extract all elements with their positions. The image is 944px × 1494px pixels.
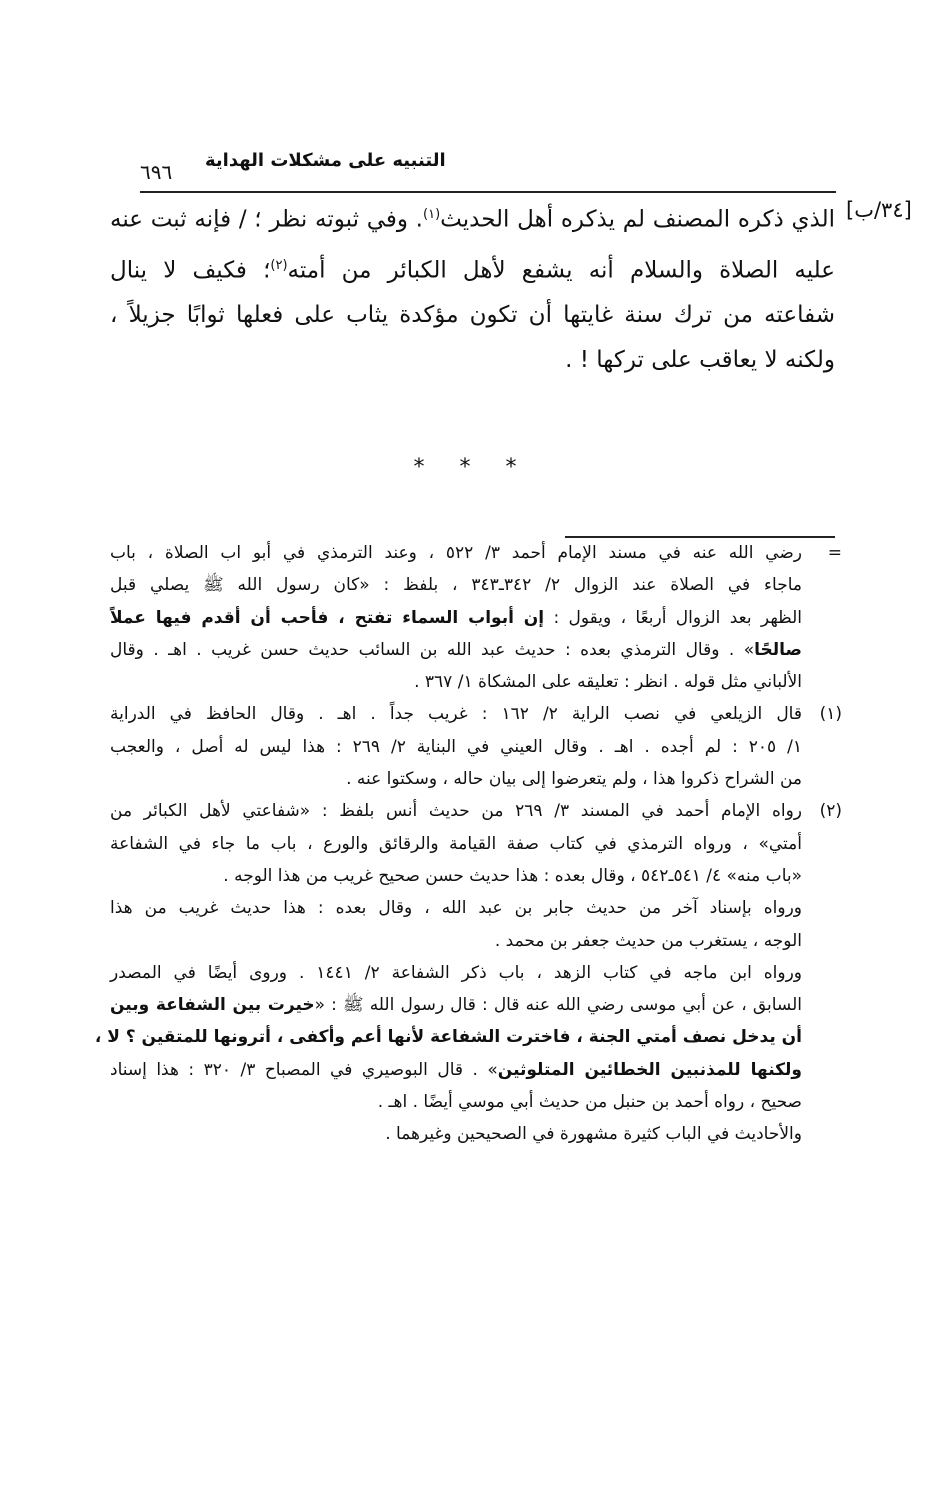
text-segment: ؛ فكيف لا ينال [110,257,271,284]
footnote-line [110,1054,802,1086]
text-segment: . وفي ثبوته نظر ؛ / فإنه ثبت عنه [110,206,423,233]
text-segment: الذي ذكره المصنف لم يذكره أهل الحديث [440,206,835,233]
text-segment: صحيح ، رواه أحمد بن حنبل من حديث أبي موسي أيضًا . اهـ . [377,1092,802,1113]
text-segment: الظهر بعد الزوال أربعًا ، ويقول : [544,607,803,628]
footnote-line [94,1021,802,1053]
footnote-line [110,957,802,989]
section-separator: * * * [413,455,531,480]
main-text-line [110,243,835,294]
footnote-line [110,795,842,827]
footnote-line [110,892,802,924]
text-segment: إن أبواب السماء تفتح ، فأحب أن أقدم فيها عملاً [110,607,545,628]
text-segment: ورواه بإسناد آخر من حديث جابر بن عبد الله ، وقال بعده : هذا حديث غريب من هذا [110,898,802,919]
footnote-line [110,763,802,795]
text-segment: رضي الله عنه في مسند الإمام أحمد ٣/ ٥٢٢ ، وعند الترمذي في أبو اب الصلاة ، باب [110,543,802,563]
text-segment: » . قال البوصيري في المصباح ٣/ ٣٢٠ : هذا إسناد [110,1059,498,1080]
text-segment: ١/ ٢٠٥ : لم أجده . اهـ . وقال العيني في البناية ٢/ ٢٦٩ : هذا ليس له أصل ، والعجب [110,736,802,757]
footnote-line [110,634,802,666]
text-segment: ولكنها للمذنبين الخطائين المتلوثين [497,1059,802,1080]
text-segment: الألباني مثل قوله . انظر : تعليقه على المشكاة ١/ ٣٦٧ . [414,672,802,693]
text-segment: السابق ، عن أبي موسى رضي الله عنه قال : قال رسول الله ﷺ : « [314,995,802,1016]
main-text [110,192,835,383]
text-segment: صالحًا [754,639,802,660]
footnotes [94,537,842,1151]
footnote-reference: (١) [423,207,441,222]
footnote-line [110,1086,802,1118]
main-text-line [110,293,835,338]
text-segment: ولكنه لا يعاقب على تركها ! . [565,347,835,374]
running-title: التنبيه على مشكلات الهداية [205,150,446,171]
text-segment: والأحاديث في الباب كثيرة مشهورة في الصحيحين وغيرهما . [385,1124,802,1145]
text-segment: أمتي» ، ورواه الترمذي في كتاب صفة القيامة والرقائق والورع ، باب ما جاء في الشفاعة [110,833,802,854]
footnote-line [110,731,802,763]
text-segment: الوجه ، يستغرب من حديث جعفر بن محمد . [494,930,802,951]
footnote-line [110,1118,802,1150]
footnote-line [110,569,802,601]
main-text-line [110,338,835,383]
footnote-line [110,989,802,1021]
footnote-marker: = [827,543,842,563]
footnote-line [110,860,802,892]
footnote-line [110,602,802,634]
text-segment: من الشراح ذكروا هذا ، ولم يتعرضوا إلى بيان حاله ، وسكتوا عنه . [346,769,802,790]
text-segment: «باب منه» ٤/ ٥٤١ـ٥٤٢ ، وقال بعده : هذا حديث حسن صحيح غريب من هذا الوجه . [223,865,802,886]
text-segment: ماجاء في الصلاة عند الزوال ٢/ ٣٤٢ـ٣٤٣ ، بلفظ : «كان رسول الله ﷺ يصلي قبل [110,575,802,596]
footnote-line [110,828,802,860]
manuscript-folio-label: [٣٤/ب] [846,198,912,222]
text-segment: عليه الصلاة والسلام أنه يشفع لأهل الكبائر من أمته [287,257,835,284]
text-segment: شفاعته من ترك سنة غايتها أن تكون مؤكدة يثاب على فعلها ثوابًا جزيلاً ، [110,302,835,329]
text-segment: » . وقال الترمذي بعده : حديث عبد الله بن السائب حديث حسن غريب . اهـ . وقال [110,639,755,660]
text-segment: ورواه ابن ماجه في كتاب الزهد ، باب ذكر الشفاعة ٢/ ١٤٤١ . وروى أيضًا في المصدر [110,962,802,983]
text-segment: خيرت بين الشفاعة وبين [110,995,315,1016]
text-segment: قال الزيلعي في نصب الراية ٢/ ١٦٢ : غريب جداً . اهـ . وقال الحافظ في الدراية [110,704,802,725]
footnote-line [110,925,802,957]
footnote-marker: (٢) [819,801,842,822]
text-segment: رواه الإمام أحمد في المسند ٣/ ٢٦٩ من حديث أنس بلفظ : «شفاعتي لأهل الكبائر من [110,801,802,822]
page-number: ٦٩٦ [140,160,173,184]
footnote-reference: (٢) [270,257,288,273]
footnote-marker: (١) [819,704,842,725]
footnote-line [110,698,842,730]
footnote-line [110,666,802,698]
text-segment: أن يدخل نصف أمتي الجنة ، فاخترت الشفاعة لأنها أعم وأكفى ، أترونها للمتقين ؟ لا ، [94,1027,802,1048]
footnote-line [110,537,842,569]
main-text-line [110,192,835,243]
